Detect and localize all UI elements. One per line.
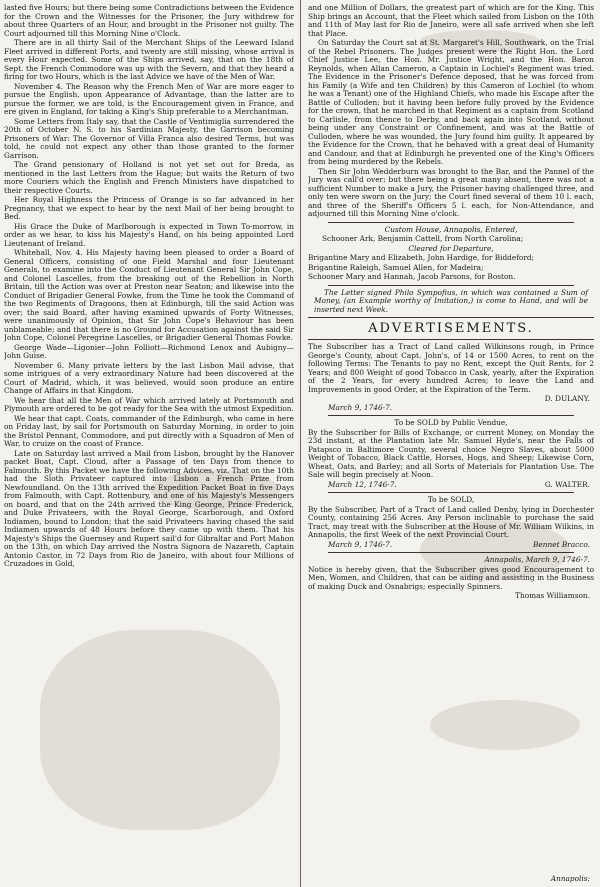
ad-date: Annapolis, March 9, 1746-7.: [484, 555, 590, 564]
news-paragraph: Some Letters from Italy say, that the Castle of Ventimiglia surrendered the 20th of October N. S. to his Sardinian Majesty, the Garrison becoming Prisoners of War: The Governor of Villa Franca also desired Terms, but was told, he could not expect any other than those granted to the former Garrison.: [4, 116, 294, 160]
ad-title: To be SOLD by Public Vendue,: [394, 418, 508, 427]
section-rule: [328, 222, 574, 223]
news-paragraph: Whitehall, Nov. 4. His Majesty having been pleased to order a Board of General Officers, consisting of one Field Marshal and four Lieutenant Generals, to examine into the Conduct of Lieutenant General Sir John Cope, and Colonel Lascelles, from the breaking out of the Rebellion in North Britain, till the Action was over at Preston near Seaton; and likewise into the Conduct of Brigadier General Fowke, from the Time he took the Command of the two Regiments of Dragoons, then at Edinburgh, till the said Action was over; the said Board, after having examined upwards of Forty Witnesses, were unanimously of Opinion, that Sir John Cope's Behaviour has been unblameable; and that there is no Ground for Accusation against the said Sir John Cope, Colonel Peregrine Lascelles, or Brigadier General Thomas Fowke.: [4, 248, 294, 342]
news-paragraph: Then Sir John Wedderburn was brought to the Bar, and the Pannel of the Jury was call'd over; but there being a great many absent, there was not a sufficient Number to make a Jury, the Prisoner having challenged three, and only ten were sworn on the Jury; the Court fined several of them 10 l. each, and three of the Sheriff's Officers 5 l. each, for Non-Attendance, and adjourned till this Morning Nine o'clock.: [308, 166, 594, 218]
ad-date: [308, 481, 594, 490]
custom-house-section: [308, 226, 594, 282]
advertisement: [308, 343, 594, 412]
ad-date-text: March 9, 1746-7.: [328, 539, 393, 549]
news-paragraph: His Grace the Duke of Marlborough is expected in Town To-morrow, in order as we hear, to kiss his Majesty's Hand, on his being appointed Lord Lieutenant of Ireland.: [4, 221, 294, 248]
custom-house-cleared-item: Schooner Mary and Hannah, Jacob Parsons, for Boston.: [308, 272, 516, 281]
editor-notice: The Letter signed Philo Sympofius, in which was contained a Sum of Money, (an Example worthy of Imitation,) is come to Hand, and will be inserted next Week.: [314, 287, 588, 314]
section-rule: [328, 492, 574, 493]
section-rule: [328, 552, 574, 553]
ad-body: By the Subscriber, Part of a Tract of Land called Denby, lying in Dorchester County, containing 256 Acres. Any Person inclinable to purchase the said Tract, may treat with the Subscriber at the House of Mr. William Wilkins, in Annapolis, the first Week of the next Provincial Court.: [308, 504, 594, 539]
custom-house-cleared-item: Brigantine Mary and Elizabeth, John Hardige, for Biddeford;: [308, 253, 535, 262]
news-paragraph: Late on Saturday last arrived a Mail from Lisbon, brought by the Hanover packet Boat, Capt. Cloud, after a Passage of ten Days from thence to Falmouth. By this Packet we have the following Advices, viz. That on the 10th had the Sloth Privateer captured into Lisbon a French Prize from Newfoundland. On the 13th arrived the Expedition Packet Boat in five Days from Falmouth, with Capt. Rottenbury, and one of his Majesty's Messengers on board, and that on the 24th arrived the King George, Prince Frederick, and Duke Privateers, with the Royal George, Scarborough, and Oxford Indiamen, bound to London; that the said Privateers having chased the said Indiamen upwards of 48 Hours before they came up with them. That his Majesty's Ships the Guernsey and Rupert sail'd for Gibraltar and Port Mahon on the 13th, on which Day arrived the Nostra Signora de Nazareth, Captain Antonio Castor, in 72 Days from Rio de Janeiro, with about four Millions of Cruzadoes in Gold,: [4, 448, 294, 568]
custom-house-header: Custom House, Annapolis, Entered,: [384, 224, 518, 234]
custom-house-entered: Schooner Ark, Benjamin Cattell, from North Carolina;: [322, 234, 524, 243]
column-divider: [300, 0, 301, 887]
ad-signature: Thomas Williamson.: [515, 591, 590, 600]
advertisement: [308, 419, 594, 489]
news-paragraph: We hear that capt. Coats, commander of the Edinburgh, who came in here on Friday last, by sail for Portsmouth on Saturday Morning, in order to join the Bristol Pennant, Commodore, and put directly with a Squadron of Men of War, to cruize on the coast of France.: [4, 413, 294, 448]
news-paragraph: lasted five Hours; but there being some Contradictions between the Evidence for the Crown and the Witnesses for the Prisoner, the Jury withdrew for about three Quarters of an Hour, and brought in the Prisoner not guilty. The Court adjourned till this Morning Nine o'Clock.: [4, 4, 294, 38]
news-paragraph: There are in all thirty Sail of the Merchant Ships of the Leeward Island Fleet arrived in different Ports, and twenty are still missing, whose arrival is every Hour expected. Some of the Ships arrived, say, that on the 18th of Sept. the French Commodore was up with the Severn, and that they heard a firing for two Hours, which is the last Advice we have of the Men of War.: [4, 38, 294, 81]
news-paragraph: On Saturday the Court sat at St. Margaret's Hill, Southwark, on the Trial of the Rebel Prisoners. The Judges present were the Right Hon. the Lord Chief Justice Lee, the Hon. Mr. Justice Wright, and the Hon. Baron Reynolds, when Allan Cameron, a Captain in Lochiel's Regiment was tried. The Evidence in the Prisoner's Defence deposed, that he was forced from his Family (a Wife and ten Children) by this Cameron of Lochiel (to whom he was a Tenant) one of the Highland Chiefs, who made his Escape after the Battle of Culloden; but it having been before fully proved by the Evidence for the crown, that he marched in that Regiment as a captain from Scotland to Carlisle, from thence to Derby, and back again into Scotland, without being under any Constraint or Confinement, and was at the Battle of Culloden, where he was wounded, the Jury found him guilty. It appeared by the Evidence for the Crown, that he behaved with a great deal of Humanity and Candour, and that at Edinburgh he prevented one of the King's Officers from being murdered by the Rebels.: [308, 38, 594, 166]
ad-body: Notice is hereby given, that the Subscriber gives good Encouragement to Men, Women, and Children, that can be aiding and assisting in the Business of making Duck and Osnabrigs; especially Spinners.: [308, 564, 594, 591]
news-paragraph: George Wade—Ligonier—John Folliott—Richmond Lenox and Aubigny—John Guise.: [4, 342, 294, 360]
section-rule: [328, 415, 574, 416]
advertisements-heading: ADVERTISEMENTS.: [368, 321, 534, 336]
news-paragraph: and one Million of Dollars, the greatest part of which are for the King. This Ship brings an Account, that the Fleet which sailed from Lisbon on the 10th and 11th of May last for Rio de Janeiro, were all safe arrived when she left that Place.: [308, 4, 594, 38]
news-paragraph: The Grand pensionary of Holland is not yet set out for Breda, as mentioned in the last Letters from the Hague; but waits the Return of two more Couriers which the English and French Ministers have dispatched to their respective Courts.: [4, 160, 294, 195]
ad-date-text: March 12, 1746-7.: [328, 479, 397, 489]
advertisement: [308, 496, 594, 549]
custom-house-cleared-item: Brigantine Raleigh, Samuel Allen, for Madeira;: [308, 262, 484, 272]
footer-catchword: Annapolis:: [550, 873, 590, 883]
ad-date: March 9, 1746-7.: [328, 402, 393, 412]
left-column: [4, 4, 294, 883]
news-paragraph: November 6. Many private letters by the last Lisbon Mail advise, that some intrigues of a very extraordinary Nature had been discovered at the Court of Madrid, which, it was believed, would soon produce an entire Change of Affairs in that Kingdom.: [4, 360, 294, 395]
section-rule: [308, 317, 594, 318]
news-paragraph: Her Royal Highness the Princess of Orange is so far advanced in her Pregnancy, that we expect to hear by the next Mail of her being brought to Bed.: [4, 195, 294, 221]
section-rule: [308, 339, 594, 340]
ad-signature: Bennet Bracco.: [533, 539, 590, 549]
advertisement: [308, 556, 594, 601]
ad-date: [308, 541, 594, 550]
custom-house-cleared-header: Cleared for Departure,: [408, 243, 494, 253]
ad-body: By the Subscriber for Bills of Exchange, or current Money, on Monday the 23d instant, at the Plantation late Mr. Samuel Hyde's, near the Falls of Patapsco in Baltimore County, several choice Negro Slaves, about 5000 Weight of Tobacco, Black Cattle, Horses, Hogs, and Sheep; Likewise Corn, Wheat, Oats, and Barley; and all Sorts of Materials for Plantation Use. The Sale will begin precisely at Noon.: [308, 427, 594, 479]
ad-title: To be SOLD,: [427, 495, 475, 504]
ad-body: The Subscriber has a Tract of Land called Wilkinsons rough, in Prince George's County, about Capt. John's, of 14 or 1500 Acres, to rent on the following Terms: The Tenants to pay no Rent, except the Quit Rents, for 2 Years; and 800 Weight of good Tobacco in Cask, yearly, after the Expiration of the 2 Years, for every hundred Acres; to leave the Land and Improvements in good Order, at the Expiration of the Term.: [308, 342, 594, 394]
section-rule: [328, 285, 574, 286]
ad-signature: G. WALTER.: [544, 479, 590, 489]
ad-signature: D. DULANY.: [544, 394, 590, 403]
news-paragraph: November 4. The Reason why the French Men of War are more eager to pursue the English, upon Appearance of Advantage, than the latter are to pursue the former, we are told, is the Encouragement given in France, and ere given in England, for taking a King's Ship preferable to a Merchantman.: [4, 81, 294, 116]
right-column: [308, 4, 594, 883]
news-paragraph: We hear that all the Men of War which arrived lately at Portsmouth and Plymouth are ordered to be got ready for the Sea with the utmost Expedition.: [4, 395, 294, 413]
